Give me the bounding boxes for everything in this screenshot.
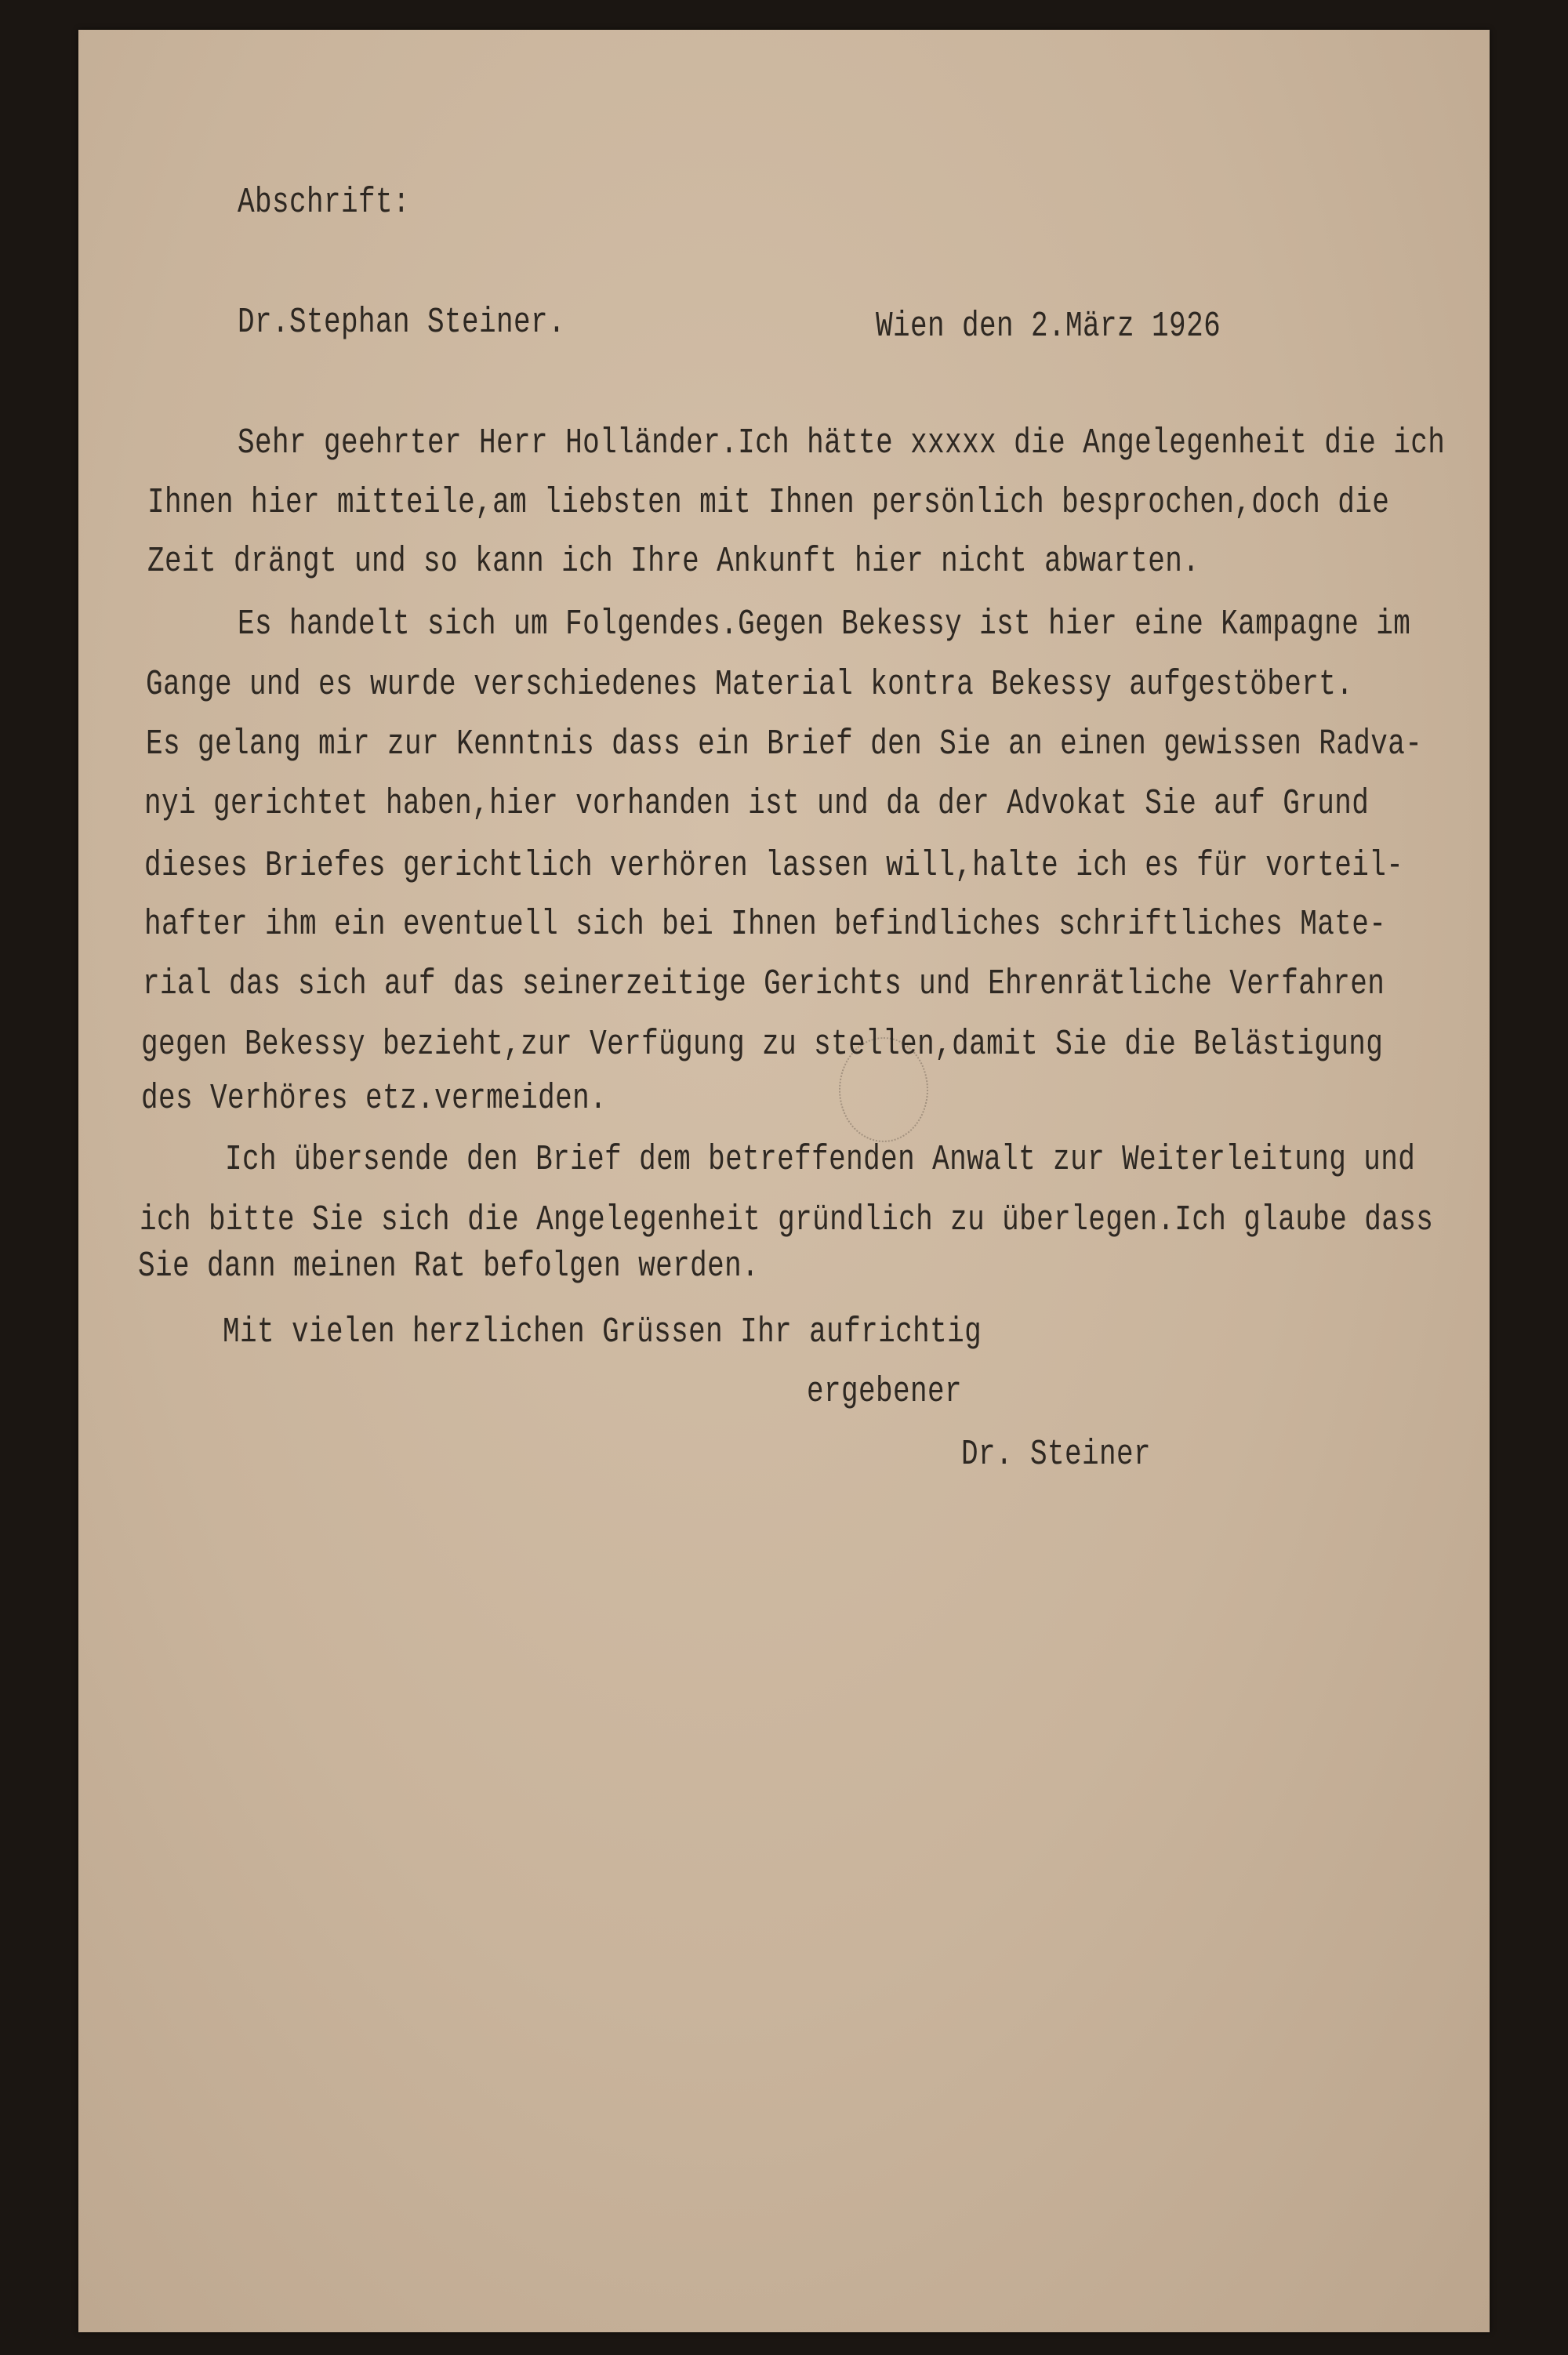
body-line: Sie dann meinen Rat befolgen werden. bbox=[138, 1246, 760, 1286]
body-line: gegen Bekessy bezieht,zur Verfügung zu stellen,damit Sie die Belästigung bbox=[141, 1024, 1384, 1065]
place-date: Wien den 2.März 1926 bbox=[876, 306, 1221, 347]
body-line: Es handelt sich um Folgendes.Gegen Bekessy ist hier eine Kampagne im bbox=[238, 604, 1411, 644]
body-line: dieses Briefes gerichtlich verhören lassen will,halte ich es für vorteil- bbox=[144, 845, 1404, 886]
signature: Dr. Steiner bbox=[961, 1434, 1152, 1475]
closing: Mit vielen herzlichen Grüssen Ihr aufrichtig bbox=[223, 1312, 982, 1352]
body-line: Zeit drängt und so kann ich Ihre Ankunft hier nicht abwarten. bbox=[147, 541, 1200, 582]
body-line: Gange und es wurde verschiedenes Material kontra Bekessy aufgestöbert. bbox=[146, 664, 1354, 705]
valediction: ergebener bbox=[807, 1371, 963, 1412]
body-line: Sehr geehrter Herr Holländer.Ich hätte xxxxx die Angelegenheit die ich bbox=[238, 423, 1446, 463]
sender: Dr.Stephan Steiner. bbox=[238, 302, 566, 343]
heading: Abschrift: bbox=[238, 182, 411, 223]
body-line: Es gelang mir zur Kenntnis dass ein Brief den Sie an einen gewissen Radva- bbox=[146, 724, 1423, 764]
body-line: Ihnen hier mitteile,am liebsten mit Ihnen persönlich besprochen,doch die bbox=[147, 482, 1390, 523]
body-line: hafter ihm ein eventuell sich bei Ihnen befindliches schriftliches Mate- bbox=[144, 904, 1387, 945]
body-line: nyi gerichtet haben,hier vorhanden ist und da der Advokat Sie auf Grund bbox=[144, 783, 1370, 824]
body-line: Ich übersende den Brief dem betreffenden Anwalt zur Weiterleitung und bbox=[225, 1139, 1416, 1180]
body-line: des Verhöres etz.vermeiden. bbox=[141, 1078, 608, 1119]
document-page bbox=[78, 30, 1490, 2332]
body-line: rial das sich auf das seinerzeitige Gerichts und Ehrenrätliche Verfahren bbox=[143, 963, 1385, 1004]
body-line: ich bitte Sie sich die Angelegenheit gründlich zu überlegen.Ich glaube dass bbox=[140, 1199, 1434, 1240]
